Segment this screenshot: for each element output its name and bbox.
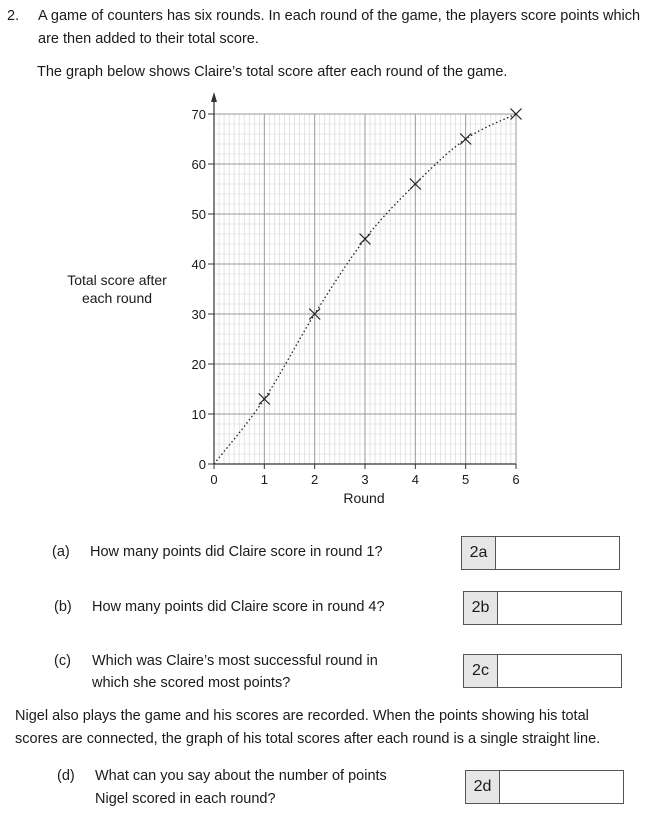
x-tick-label: 2 [311, 472, 319, 487]
chart-series [214, 109, 522, 465]
question-intro-line2: are then added to their total score. [38, 31, 259, 47]
part-a-label: (a) [52, 544, 70, 560]
answer-box-2d[interactable] [465, 770, 624, 804]
answer-box-2c[interactable] [463, 654, 622, 688]
chart-ylabel-line2: each round [81, 290, 153, 306]
answer-label-2c: 2c [464, 655, 498, 687]
answer-label-2a: 2a [462, 537, 496, 569]
y-tick-label: 0 [198, 457, 206, 472]
part-d-question-line2: Nigel scored in each round? [95, 791, 276, 807]
x-tick-label: 3 [361, 472, 369, 487]
part-c-label: (c) [54, 653, 71, 669]
chart-axes [211, 92, 516, 464]
y-tick-label: 60 [191, 157, 206, 172]
chart-xlabel: Round [343, 490, 385, 506]
x-tick-label: 1 [260, 472, 268, 487]
y-tick-label: 40 [191, 257, 206, 272]
part-d-question-line1: What can you say about the number of points [95, 768, 387, 784]
x-tick-label: 6 [512, 472, 520, 487]
answer-box-2a[interactable] [461, 536, 620, 570]
x-tick-label: 0 [210, 472, 218, 487]
part-c-question-line1: Which was Claire’s most successful round in [92, 653, 378, 669]
chart-ylabel-line1: Total score after [67, 272, 167, 288]
part-c-question-line2: which she scored most points? [92, 675, 291, 691]
graph-caption: The graph below shows Claire’s total score after each round of the game. [37, 64, 508, 80]
question-number: 2. [7, 8, 20, 24]
question-intro-line1: A game of counters has six rounds. In each round of the game, the players score points which [38, 8, 641, 24]
part-a-question: How many points did Claire score in round 1? [90, 544, 383, 560]
nigel-line1: Nigel also plays the game and his scores are recorded. When the points showing his total [15, 708, 589, 724]
answer-box-2b[interactable] [463, 591, 622, 625]
nigel-line2: scores are connected, the graph of his total scores after each round is a single straight line. [15, 731, 601, 747]
y-tick-label: 10 [191, 407, 206, 422]
part-b-label: (b) [54, 599, 72, 615]
x-tick-label: 4 [411, 472, 419, 487]
part-b-question: How many points did Claire score in round 4? [92, 599, 385, 615]
part-d-label: (d) [57, 768, 75, 784]
y-tick-label: 20 [191, 357, 206, 372]
x-tick-label: 5 [462, 472, 470, 487]
answer-label-2d: 2d [466, 771, 500, 803]
y-axis-arrow-icon [211, 92, 217, 102]
y-tick-label: 50 [191, 207, 206, 222]
y-tick-label: 30 [191, 307, 206, 322]
answer-label-2b: 2b [464, 592, 498, 624]
y-tick-label: 70 [191, 107, 206, 122]
